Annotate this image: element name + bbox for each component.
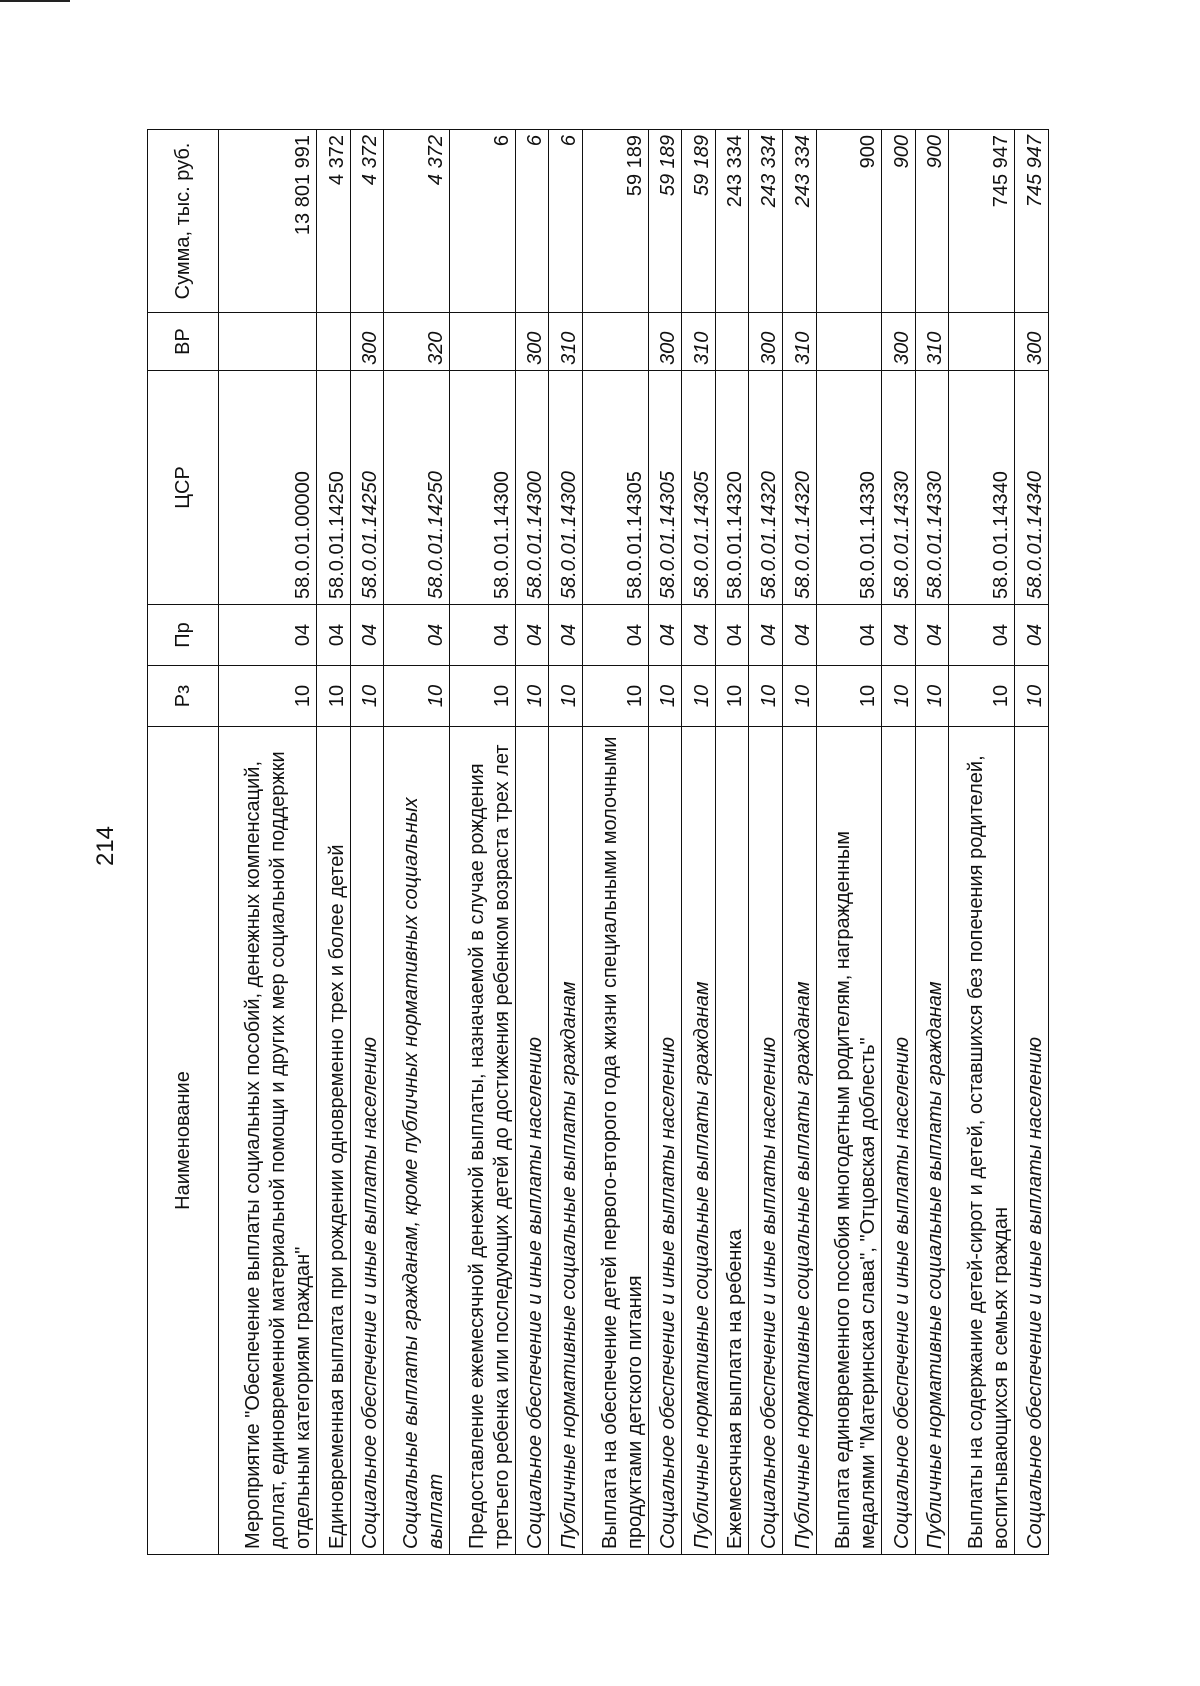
row-vr: 310 bbox=[549, 313, 583, 371]
row-rz: 10 bbox=[949, 666, 1015, 727]
table-row bbox=[515, 130, 549, 1555]
table-row bbox=[682, 130, 716, 1555]
row-sum: 59 189 bbox=[648, 130, 682, 313]
row-csr: 58.0.01.14305 bbox=[648, 371, 682, 605]
table-row bbox=[1015, 130, 1049, 1555]
header-name: Наименование bbox=[148, 727, 219, 1555]
row-sum: 13 801 991 bbox=[219, 130, 317, 313]
row-sum: 6 bbox=[549, 130, 583, 313]
table-row bbox=[549, 130, 583, 1555]
row-pr: 04 bbox=[816, 605, 882, 666]
row-sum: 900 bbox=[882, 130, 916, 313]
row-vr: 320 bbox=[384, 313, 450, 371]
rotated-page-content bbox=[147, 130, 1049, 1555]
table-row bbox=[816, 130, 882, 1555]
row-rz: 10 bbox=[715, 666, 749, 727]
header-sum: Сумма, тыс. руб. bbox=[148, 130, 219, 313]
table-row bbox=[715, 130, 749, 1555]
row-rz: 10 bbox=[350, 666, 384, 727]
row-csr: 58.0.01.14300 bbox=[515, 371, 549, 605]
row-sum: 243 334 bbox=[715, 130, 749, 313]
row-pr: 04 bbox=[715, 605, 749, 666]
row-pr: 04 bbox=[1015, 605, 1049, 666]
row-pr: 04 bbox=[949, 605, 1015, 666]
row-rz: 10 bbox=[515, 666, 549, 727]
row-rz: 10 bbox=[882, 666, 916, 727]
row-csr: 58.0.01.14320 bbox=[749, 371, 783, 605]
row-csr: 58.0.01.14330 bbox=[915, 371, 949, 605]
row-rz: 10 bbox=[816, 666, 882, 727]
row-sum: 6 bbox=[515, 130, 549, 313]
row-name: Социальное обеспечение и иные выплаты населению bbox=[350, 727, 384, 1555]
row-pr: 04 bbox=[219, 605, 317, 666]
row-sum: 59 189 bbox=[682, 130, 716, 313]
row-sum: 4 372 bbox=[317, 130, 351, 313]
row-pr: 04 bbox=[682, 605, 716, 666]
row-name: Выплата на обеспечение детей первого-второго года жизни специальными молочными продуктами детского питания bbox=[582, 727, 648, 1555]
budget-table-container bbox=[147, 130, 1049, 1555]
row-name: Публичные нормативные социальные выплаты гражданам bbox=[915, 727, 949, 1555]
row-sum: 900 bbox=[915, 130, 949, 313]
row-pr: 04 bbox=[915, 605, 949, 666]
table-row bbox=[749, 130, 783, 1555]
row-sum: 4 372 bbox=[350, 130, 384, 313]
row-pr: 04 bbox=[350, 605, 384, 666]
row-vr bbox=[816, 313, 882, 371]
row-csr: 58.0.01.00000 bbox=[219, 371, 317, 605]
header-csr: ЦСР bbox=[148, 371, 219, 605]
row-vr: 300 bbox=[1015, 313, 1049, 371]
row-rz: 10 bbox=[317, 666, 351, 727]
row-pr: 04 bbox=[582, 605, 648, 666]
row-vr: 300 bbox=[648, 313, 682, 371]
table-row bbox=[384, 130, 450, 1555]
row-sum: 900 bbox=[816, 130, 882, 313]
table-row bbox=[648, 130, 682, 1555]
table-row bbox=[882, 130, 916, 1555]
scan-edge-mark bbox=[0, 0, 70, 2]
row-sum: 243 334 bbox=[749, 130, 783, 313]
row-pr: 04 bbox=[450, 605, 516, 666]
row-name: Выплаты на содержание детей-сирот и детей, оставшихся без попечения родителей, воспитывающихся в семьях граждан bbox=[949, 727, 1015, 1555]
row-rz: 10 bbox=[915, 666, 949, 727]
row-name: Социальное обеспечение и иные выплаты населению bbox=[882, 727, 916, 1555]
row-csr: 58.0.01.14330 bbox=[816, 371, 882, 605]
row-rz: 10 bbox=[549, 666, 583, 727]
header-vr: ВР bbox=[148, 313, 219, 371]
row-vr: 300 bbox=[350, 313, 384, 371]
row-sum: 4 372 bbox=[384, 130, 450, 313]
row-rz: 10 bbox=[682, 666, 716, 727]
row-csr: 58.0.01.14300 bbox=[549, 371, 583, 605]
row-name: Социальные выплаты гражданам, кроме публичных нормативных социальных выплат bbox=[384, 727, 450, 1555]
row-vr: 310 bbox=[782, 313, 816, 371]
row-rz: 10 bbox=[384, 666, 450, 727]
row-name: Ежемесячная выплата на ребенка bbox=[715, 727, 749, 1555]
table-row bbox=[350, 130, 384, 1555]
table-row bbox=[450, 130, 516, 1555]
row-pr: 04 bbox=[882, 605, 916, 666]
row-vr: 300 bbox=[749, 313, 783, 371]
table-row bbox=[219, 130, 317, 1555]
row-name: Социальное обеспечение и иные выплаты населению bbox=[648, 727, 682, 1555]
row-vr bbox=[715, 313, 749, 371]
header-pr: Пр bbox=[148, 605, 219, 666]
row-sum: 59 189 bbox=[582, 130, 648, 313]
budget-allocation-table bbox=[147, 129, 1049, 1555]
row-vr: 310 bbox=[682, 313, 716, 371]
row-sum: 243 334 bbox=[782, 130, 816, 313]
row-csr: 58.0.01.14330 bbox=[882, 371, 916, 605]
row-csr: 58.0.01.14300 bbox=[450, 371, 516, 605]
table-row bbox=[949, 130, 1015, 1555]
page-number: 214 bbox=[92, 825, 119, 867]
header-rz: Рз bbox=[148, 666, 219, 727]
row-vr bbox=[949, 313, 1015, 371]
row-name: Единовременная выплата при рождении одновременно трех и более детей bbox=[317, 727, 351, 1555]
table-row bbox=[782, 130, 816, 1555]
row-csr: 58.0.01.14250 bbox=[317, 371, 351, 605]
row-pr: 04 bbox=[749, 605, 783, 666]
row-rz: 10 bbox=[782, 666, 816, 727]
row-rz: 10 bbox=[582, 666, 648, 727]
row-name: Публичные нормативные социальные выплаты гражданам bbox=[549, 727, 583, 1555]
row-pr: 04 bbox=[782, 605, 816, 666]
row-sum: 745 947 bbox=[1015, 130, 1049, 313]
row-vr: 300 bbox=[882, 313, 916, 371]
row-rz: 10 bbox=[1015, 666, 1049, 727]
row-name: Мероприятие "Обеспечение выплаты социальных пособий, денежных компенсаций, доплат, единовременной материальной помощи и других мер социальной поддержки отдельным категориям граждан" bbox=[219, 727, 317, 1555]
row-pr: 04 bbox=[317, 605, 351, 666]
table-body bbox=[219, 130, 1049, 1555]
row-rz: 10 bbox=[648, 666, 682, 727]
row-csr: 58.0.01.14250 bbox=[384, 371, 450, 605]
row-csr: 58.0.01.14305 bbox=[682, 371, 716, 605]
row-rz: 10 bbox=[219, 666, 317, 727]
row-csr: 58.0.01.14320 bbox=[782, 371, 816, 605]
row-name: Социальное обеспечение и иные выплаты населению bbox=[1015, 727, 1049, 1555]
row-vr bbox=[219, 313, 317, 371]
row-name: Социальное обеспечение и иные выплаты населению bbox=[515, 727, 549, 1555]
row-csr: 58.0.01.14250 bbox=[350, 371, 384, 605]
row-name: Социальное обеспечение и иные выплаты населению bbox=[749, 727, 783, 1555]
table-row bbox=[317, 130, 351, 1555]
row-vr: 300 bbox=[515, 313, 549, 371]
row-rz: 10 bbox=[450, 666, 516, 727]
row-vr bbox=[317, 313, 351, 371]
row-name: Публичные нормативные социальные выплаты гражданам bbox=[782, 727, 816, 1555]
row-vr bbox=[582, 313, 648, 371]
row-vr: 310 bbox=[915, 313, 949, 371]
row-rz: 10 bbox=[749, 666, 783, 727]
row-csr: 58.0.01.14305 bbox=[582, 371, 648, 605]
table-row bbox=[915, 130, 949, 1555]
row-vr bbox=[450, 313, 516, 371]
row-name: Выплата единовременного пособия многодетным родителям, награжденным медалями "Материнская слава", "Отцовская доблесть" bbox=[816, 727, 882, 1555]
row-sum: 745 947 bbox=[949, 130, 1015, 313]
row-name: Публичные нормативные социальные выплаты гражданам bbox=[682, 727, 716, 1555]
row-pr: 04 bbox=[549, 605, 583, 666]
row-csr: 58.0.01.14340 bbox=[949, 371, 1015, 605]
row-csr: 58.0.01.14320 bbox=[715, 371, 749, 605]
row-csr: 58.0.01.14340 bbox=[1015, 371, 1049, 605]
table-header-row bbox=[148, 130, 219, 1555]
row-pr: 04 bbox=[515, 605, 549, 666]
table-row bbox=[582, 130, 648, 1555]
row-sum: 6 bbox=[450, 130, 516, 313]
row-name: Предоставление ежемесячной денежной выплаты, назначаемой в случае рождения третьего ребенка или последующих детей до достижения ребенком возраста трех лет bbox=[450, 727, 516, 1555]
row-pr: 04 bbox=[648, 605, 682, 666]
row-pr: 04 bbox=[384, 605, 450, 666]
